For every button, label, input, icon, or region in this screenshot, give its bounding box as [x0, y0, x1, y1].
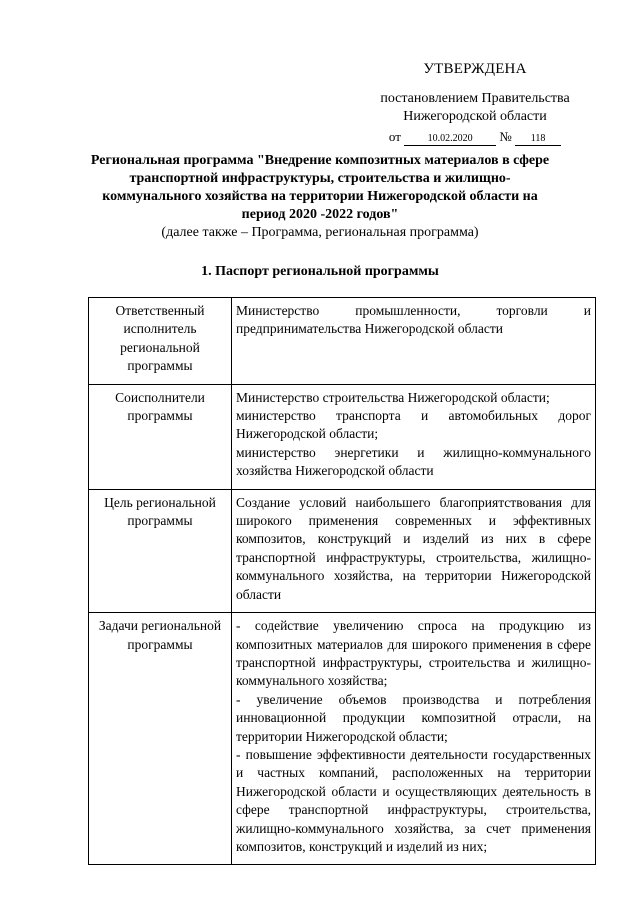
document-subtitle: (далее также – Программа, региональная программа) — [161, 225, 479, 240]
table-row — [89, 489, 596, 612]
value-line: Министерство промышленности, торговли и предпринимательства Нижегородской области — [236, 303, 591, 337]
row-label-responsible: Ответственный исполнитель региональной программы — [89, 298, 232, 385]
approval-date-line — [360, 128, 590, 146]
value-line: - содействие увеличению спроса на продукцию из композитных материалов для широкого применения в сфере транспортной инфраструктуры, строительства и жилищно-коммунального хозяйства; — [236, 618, 591, 689]
value-line: - повышение эффективности деятельности государственных и частных компаний, расположенных на территории Нижегородской области и осуществляющих деятельность в сфере транспортной инфраструктуры, строительства, жилищно-коммунального хозяйства, за счет применения композитов, конструкций и изделий из них; — [236, 746, 591, 854]
approval-line-2: Нижегородской области — [403, 109, 547, 124]
number-prefix: № — [499, 129, 512, 144]
approval-block — [360, 60, 590, 146]
section-heading: 1. Паспорт региональной программы — [201, 264, 439, 279]
value-line: министерство энергетики и жилищно-коммунального хозяйства Нижегородской области — [236, 444, 591, 479]
table-row — [89, 384, 596, 489]
row-value-coexecutors — [232, 384, 596, 489]
table-row — [89, 298, 596, 385]
document-title: Региональная программа "Внедрение композитных материалов в сфере транспортной инфраструктуры, строительства и жилищно-коммунального хозяйства на территории Нижегородской области на период 2020 -2022 годов" — [90, 153, 550, 222]
table-row — [89, 613, 596, 865]
row-label-tasks: Задачи региональной программы — [89, 613, 232, 865]
row-label-goal: Цель региональной программы — [89, 489, 232, 612]
passport-table — [88, 297, 596, 865]
approval-number: 118 — [515, 133, 561, 146]
row-value-responsible — [232, 298, 596, 385]
value-line: Министерство строительства Нижегородской области; — [236, 389, 550, 405]
row-label-coexecutors: Соисполнители программы — [89, 384, 232, 489]
approval-date: 10.02.2020 — [404, 133, 496, 146]
approval-line-1: постановлением Правительства — [380, 91, 570, 106]
value-line: министерство транспорта и автомобильных дорог Нижегородской области; — [236, 408, 591, 442]
row-value-goal — [232, 489, 596, 612]
row-value-tasks — [232, 613, 596, 865]
date-prefix: от — [388, 129, 401, 144]
value-line: - увеличение объемов производства и потребления инновационной продукции композитной отрасли, на территории Нижегородской области; — [236, 691, 591, 744]
value-line: Создание условий наибольшего благоприятствования для широкого применения современных и эффективных композитов, конструкций и изделий из них в сфере транспортной инфраструктуры, строительства, жилищно-коммунального хозяйства, на территории Нижегородской области — [236, 494, 591, 602]
approval-heading: УТВЕРЖДЕНА — [423, 61, 527, 77]
